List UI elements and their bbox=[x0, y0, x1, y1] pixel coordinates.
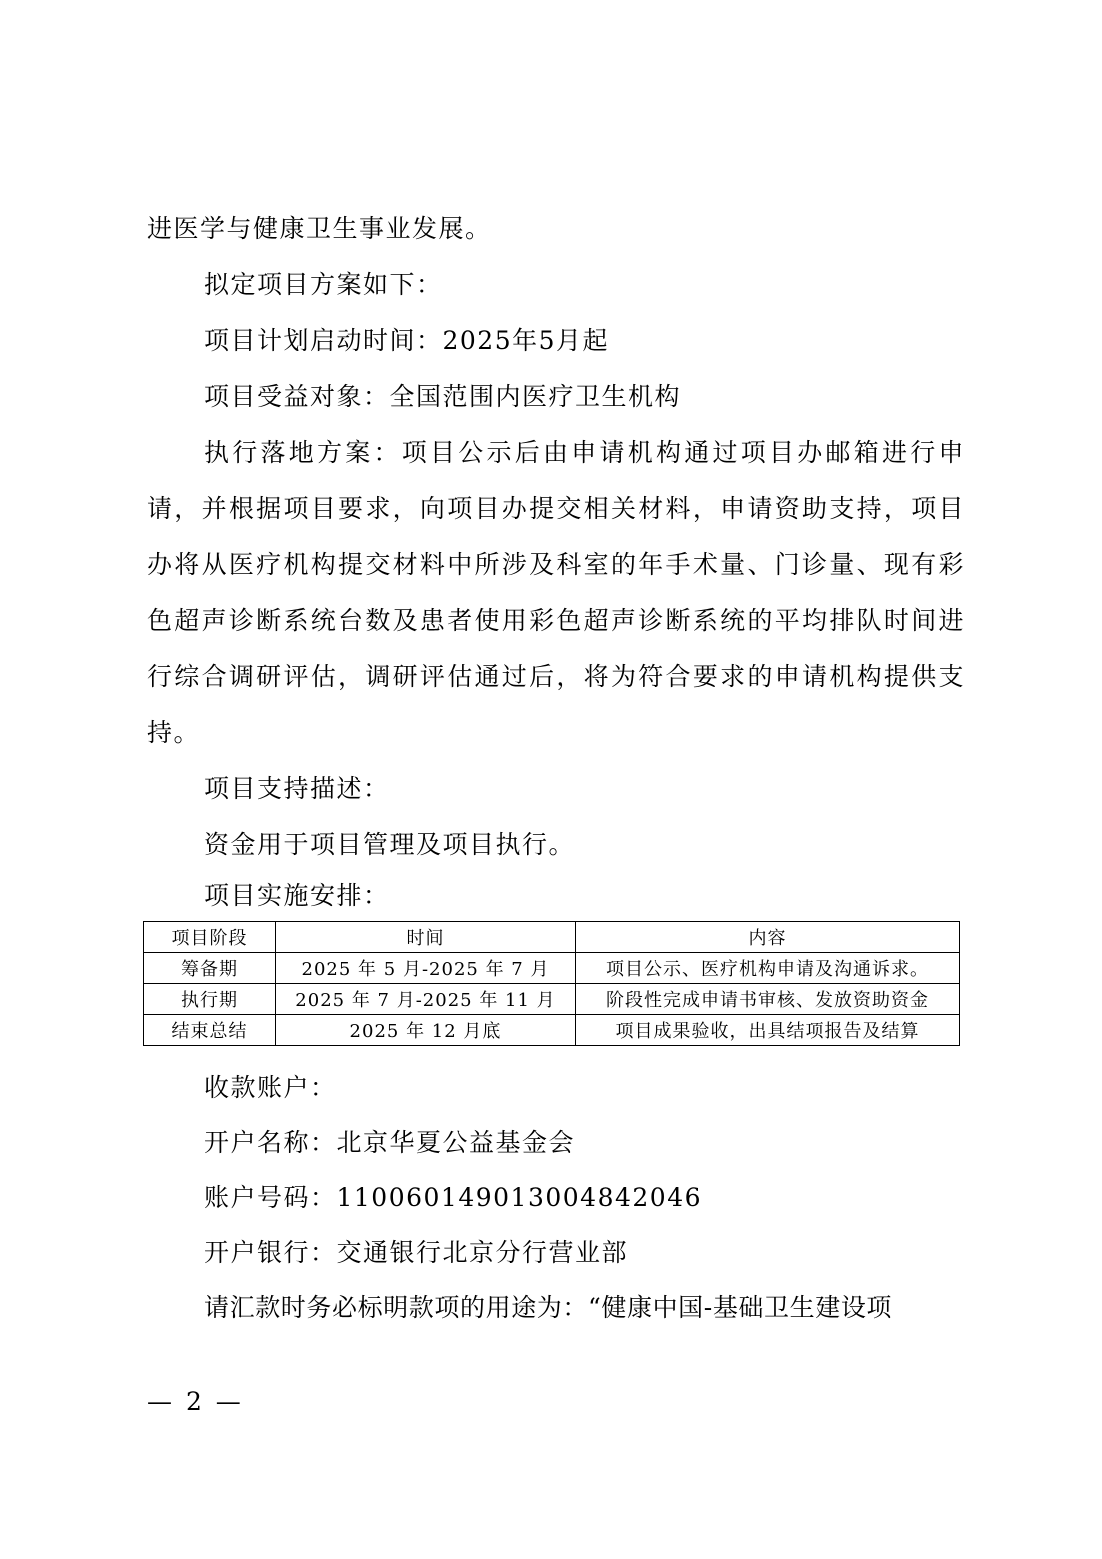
table-header-row bbox=[144, 922, 960, 953]
table-row bbox=[144, 953, 960, 984]
table-row bbox=[144, 984, 960, 1015]
header-phase: 项目阶段 bbox=[144, 922, 276, 953]
paragraph-support-description: 资金用于项目管理及项目执行。 bbox=[204, 830, 576, 859]
table-row bbox=[144, 1015, 960, 1046]
cell-phase: 筹备期 bbox=[144, 953, 276, 984]
account-heading: 收款账户： bbox=[204, 1073, 337, 1102]
account-bank-line: 开户银行：交通银行北京分行营业部 bbox=[204, 1238, 629, 1267]
cell-phase: 结束总结 bbox=[144, 1015, 276, 1046]
cell-time: 2025 年 7 月-2025 年 11 月 bbox=[276, 984, 576, 1015]
paragraph-support-heading: 项目支持描述： bbox=[204, 774, 390, 803]
paragraph-start-time: 项目计划启动时间：2025年5月起 bbox=[204, 326, 610, 355]
cell-time: 2025 年 12 月底 bbox=[276, 1015, 576, 1046]
paragraph-beneficiaries: 项目受益对象：全国范围内医疗卫生机构 bbox=[204, 382, 682, 411]
paragraph-schedule-heading: 项目实施安排： bbox=[204, 881, 390, 910]
header-content: 内容 bbox=[576, 922, 960, 953]
account-name-line: 开户名称：北京华夏公益基金会 bbox=[204, 1128, 576, 1157]
cell-time: 2025 年 5 月-2025 年 7 月 bbox=[276, 953, 576, 984]
cell-content: 阶段性完成申请书审核、发放资助资金 bbox=[576, 984, 960, 1015]
payment-remark-line: 请汇款时务必标明款项的用途为：“健康中国-基础卫生建设项 bbox=[204, 1293, 893, 1322]
paragraph-plan-intro: 拟定项目方案如下： bbox=[204, 270, 443, 299]
schedule-table bbox=[143, 921, 960, 1046]
header-time: 时间 bbox=[276, 922, 576, 953]
cell-content: 项目成果验收，出具结项报告及结算 bbox=[576, 1015, 960, 1046]
paragraph-execution-plan: 执行落地方案：项目公示后由申请机构通过项目办邮箱进行申请，并根据项目要求，向项目办提交相关材料，申请资助支持，项目办将从医疗机构提交材料中所涉及科室的年手术量、门诊量、现有彩色超声诊断系统台数及患者使用彩色超声诊断系统的平均排队时间进行综合调研评估，调研评估通过后，将为符合要求的申请机构提供支持。 bbox=[147, 438, 965, 747]
paragraph-continuation: 进医学与健康卫生事业发展。 bbox=[147, 214, 492, 243]
page-number: — 2 — bbox=[147, 1387, 244, 1416]
cell-content: 项目公示、医疗机构申请及沟通诉求。 bbox=[576, 953, 960, 984]
cell-phase: 执行期 bbox=[144, 984, 276, 1015]
account-number-line: 账户号码：110060149013004842046 bbox=[204, 1183, 703, 1212]
